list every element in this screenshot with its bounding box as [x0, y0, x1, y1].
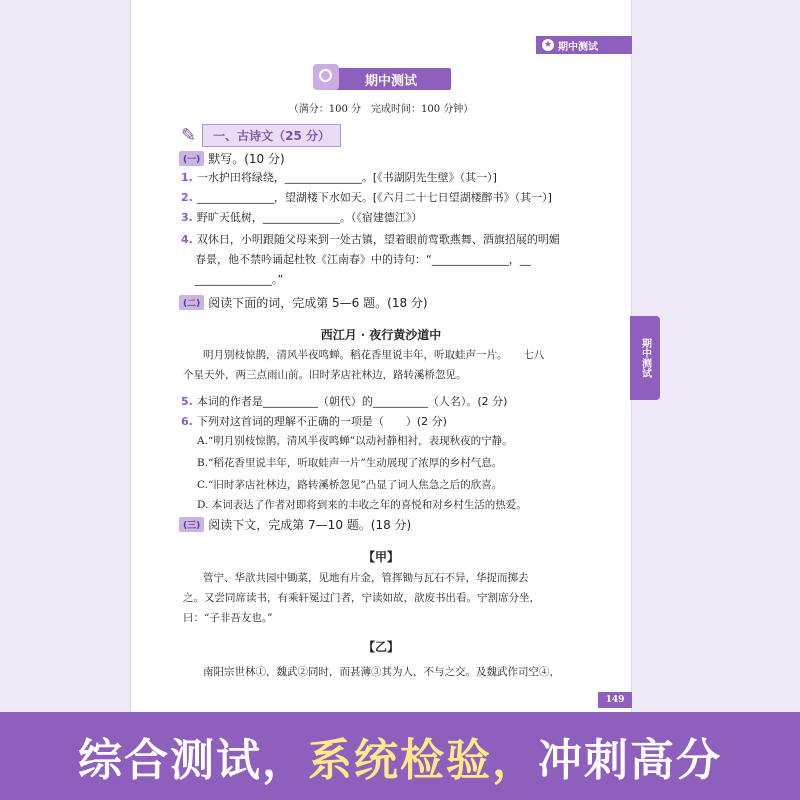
- question-number: 4.: [181, 233, 193, 246]
- part-badge: (三): [179, 517, 204, 532]
- magnifier-icon: [313, 64, 339, 90]
- question-text: 春景，他不禁吟诵起杜牧《江南春》中的诗句：“______________，__: [195, 253, 531, 266]
- page-number: 149: [598, 692, 632, 708]
- book-page: [130, 0, 632, 712]
- question-number: 2.: [181, 191, 193, 204]
- header-tag-label: 期中测试: [558, 41, 598, 53]
- poem-title: 西江月 · 夜行黄沙道中: [320, 328, 442, 342]
- poem-body-2: [183, 366, 603, 385]
- option-a: A.“明月别枝惊鹊，清风半夜鸣蝉”以动衬静相衬，表现秋夜的宁静。: [197, 435, 513, 447]
- banner-text-2: 系统检验，: [308, 735, 538, 786]
- section-label: 一、古诗文（25 分）: [202, 124, 341, 147]
- passage-jia-line-3: 曰：“子非吾友也。”: [183, 612, 273, 624]
- question-text: 双休日，小明跟随父母来到一处古镇，望着眼前莺歌燕舞、酒旗招展的明媚: [196, 233, 560, 246]
- question-5: [181, 392, 601, 412]
- question-text: 本词的作者是__________（朝代）的__________（人名）。(2 分): [196, 395, 508, 408]
- banner-text-3: 冲刺高分: [538, 735, 722, 786]
- banner-text-1: 综合测试，: [78, 735, 308, 786]
- passage-jia-line-1: 管宁、华歆共园中锄菜，见地有片金，管挥锄与瓦石不异，华捉而掷去: [203, 572, 529, 584]
- passage-yi-line-1: 南阳宗世林①，魏武②同时，而甚薄③其为人，不与之交。及魏武作司空④，: [203, 666, 560, 678]
- part-text: 默写。(10 分): [208, 152, 285, 166]
- question-3: [181, 208, 601, 228]
- option-c: C.“旧时茅店社林边，路转溪桥忽见”凸显了词人焦急之后的欣喜。: [197, 479, 503, 491]
- question-text: ______________。”: [195, 273, 284, 286]
- passage-yi-title: 【乙】: [362, 640, 399, 654]
- part-heading-1: [179, 150, 285, 167]
- part-badge: (一): [179, 151, 204, 166]
- question-4: [181, 230, 601, 290]
- option-b: B.“稻花香里说丰年，听取蛙声一片”生动展现了浓厚的乡村气息。: [197, 457, 503, 469]
- passage-jia-line-2: 之。又尝同席读书，有乘轩冕过门者，宁读如故，歆废书出看。宁割席分坐，: [183, 592, 540, 604]
- pen-icon: ✎: [181, 125, 197, 146]
- question-number: 5.: [181, 395, 193, 408]
- question-text: 一水护田将绿绕，______________。[《书湖阴先生壁》（其一）]: [196, 171, 497, 184]
- question-number: 3.: [181, 211, 193, 224]
- page-title: [331, 68, 451, 90]
- section-heading: [181, 124, 341, 147]
- question-text: ______________，望湖楼下水如天。[《六月二十七日望湖楼醉书》（其一）]: [196, 191, 552, 204]
- part-heading-2: [179, 294, 428, 311]
- side-tab: 期中测试: [630, 316, 660, 400]
- option-d: D. 本词表达了作者对即将到来的丰收之年的喜悦和对乡村生活的热爱。: [197, 499, 527, 511]
- promo-banner: [0, 712, 800, 800]
- question-1: [181, 168, 601, 188]
- question-number: 1.: [181, 171, 193, 184]
- part-heading-3: [179, 516, 411, 533]
- question-text: 野旷天低树，______________。（《宿建德江》）: [196, 211, 423, 224]
- page-title-text: 期中测试: [364, 73, 417, 89]
- part-text: 阅读下面的词，完成第 5—6 题。(18 分): [208, 296, 428, 310]
- poem-body: [183, 346, 603, 365]
- header-tag: [536, 36, 632, 54]
- question-2: [181, 188, 601, 208]
- question-number: 6.: [181, 415, 193, 428]
- question-text: 下列对这首词的理解不正确的一项是（ ）(2 分): [196, 415, 447, 428]
- part-text: 阅读下文，完成第 7—10 题。(18 分): [208, 518, 412, 532]
- passage-jia-title: 【甲】: [362, 550, 399, 564]
- exam-info: （满分：100 分 完成时间：100 分钟）: [288, 104, 474, 115]
- poem-line: 明月别枝惊鹊，清风半夜鸣蝉。稻花香里说丰年，听取蛙声一片。 七八: [203, 349, 545, 361]
- question-6: [181, 412, 601, 432]
- part-badge: (二): [179, 295, 204, 310]
- star-icon: ★: [543, 40, 553, 50]
- poem-line: 个星天外，两三点雨山前。旧时茅店社林边，路转溪桥忽见。: [183, 369, 467, 381]
